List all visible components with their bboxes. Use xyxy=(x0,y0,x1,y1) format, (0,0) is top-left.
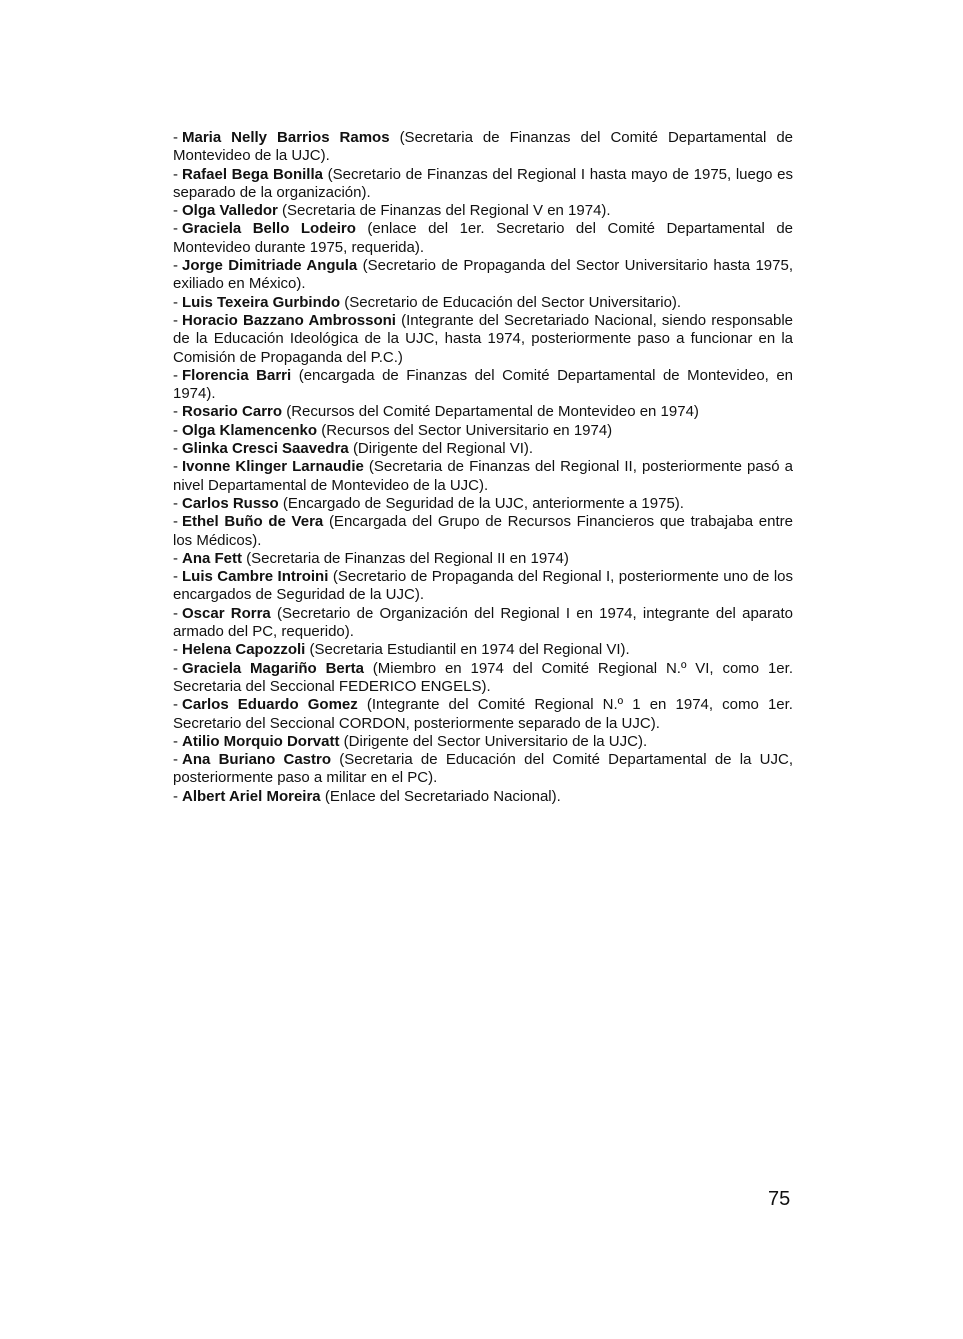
person-name: Ethel Buño de Vera xyxy=(182,513,324,531)
list-item xyxy=(173,605,793,642)
person-description: (encargada de Finanzas del Comité Departamental de Montevideo, en 1974). xyxy=(173,366,794,403)
list-bullet: - xyxy=(173,458,178,476)
list-bullet: - xyxy=(173,549,178,567)
person-name: Carlos Eduardo Gomez xyxy=(182,696,358,714)
person-name: Luis Cambre Introini xyxy=(182,568,329,586)
list-item xyxy=(173,550,793,568)
person-name: Olga Klamencenko xyxy=(182,421,318,439)
person-name: Atilio Morquio Dorvatt xyxy=(182,732,340,750)
person-description: (Secretaria de Finanzas del Comité Departamental de Montevideo de la UJC). xyxy=(173,129,794,165)
person-name: Oscar Rorra xyxy=(182,604,271,622)
person-description: (Secretaria Estudiantil en 1974 del Regional VI). xyxy=(309,641,630,659)
list-bullet: - xyxy=(173,513,178,531)
person-name: Graciela Magariño Berta xyxy=(182,659,364,677)
list-bullet: - xyxy=(173,403,178,421)
list-bullet: - xyxy=(173,494,178,512)
person-name: Olga Valledor xyxy=(182,202,278,220)
name-list xyxy=(173,129,793,806)
list-bullet: - xyxy=(173,165,178,183)
person-description: (Dirigente del Regional VI). xyxy=(352,440,534,458)
list-item xyxy=(173,129,793,166)
person-description: (Secretario de Educación del Sector Universitario). xyxy=(344,293,682,311)
person-description: (Secretaria de Finanzas del Regional II en 1974) xyxy=(246,549,569,567)
person-description: (Secretaria de Finanzas del Regional V en 1974). xyxy=(282,202,611,220)
list-item xyxy=(173,513,793,550)
list-bullet: - xyxy=(173,696,178,714)
person-description: (Secretario de Organización del Regional I en 1974, integrante del aparato armado del PC, requerido). xyxy=(173,604,793,641)
person-name: Rosario Carro xyxy=(182,403,283,421)
person-name: Rafael Bega Bonilla xyxy=(182,165,323,183)
person-name: Ana Buriano Castro xyxy=(182,751,332,769)
person-name: Jorge Dimitriade Angula xyxy=(182,257,358,275)
list-item xyxy=(173,367,793,404)
person-description: (Encargada del Grupo de Recursos Financieros que trabajaba entre los Médicos). xyxy=(173,513,793,549)
list-bullet: - xyxy=(173,604,178,622)
list-bullet: - xyxy=(173,787,178,805)
person-name: Glinka Cresci Saavedra xyxy=(182,440,349,458)
person-name: Albert Ariel Moreira xyxy=(182,787,321,805)
list-item xyxy=(173,660,793,697)
list-bullet: - xyxy=(173,641,178,659)
list-item xyxy=(173,495,793,513)
person-name: Helena Capozzoli xyxy=(182,641,306,659)
person-description: (Secretario de Finanzas del Regional I hasta mayo de 1975, luego es separado de la organización). xyxy=(173,165,793,201)
list-bullet: - xyxy=(173,568,178,586)
person-description: (Secretaria de Finanzas del Regional II, posteriormente pasó a nivel Departamental de Montevideo de la UJC). xyxy=(173,458,793,494)
person-name: Maria Nelly Barrios Ramos xyxy=(182,129,390,146)
list-bullet: - xyxy=(173,659,178,677)
list-bullet: - xyxy=(173,257,178,275)
list-item xyxy=(173,202,793,220)
list-item xyxy=(173,220,793,257)
person-name: Florencia Barri xyxy=(182,366,292,384)
person-name: Ivonne Klinger Larnaudie xyxy=(182,458,364,476)
list-bullet: - xyxy=(173,732,178,750)
person-description: (Integrante del Secretariado Nacional, siendo responsable de la Educación Ideológica de la UJC, hasta 1974, posteriormente paso a funcionar en la Comisión de Propaganda del P.C.) xyxy=(173,311,794,366)
list-bullet: - xyxy=(173,220,178,238)
person-description: (Miembro en 1974 del Comité Regional N.º VI, como 1er. Secretaria del Seccional FEDERICO ENGELS). xyxy=(173,659,793,695)
person-name: Horacio Bazzano Ambrossoni xyxy=(182,311,396,329)
person-name: Graciela Bello Lodeiro xyxy=(182,220,356,238)
list-item xyxy=(173,458,793,495)
person-name: Ana Fett xyxy=(182,549,242,567)
person-description: (Secretario de Propaganda del Regional I, posteriormente uno de los encargados de Seguridad de la UJC). xyxy=(173,568,793,604)
list-item xyxy=(173,788,793,806)
list-bullet: - xyxy=(173,202,178,220)
list-item xyxy=(173,403,793,421)
person-description: (enlace del 1er. Secretario del Comité Departamental de Montevideo durante 1975, requerida). xyxy=(173,220,794,256)
list-bullet: - xyxy=(173,440,178,458)
list-item xyxy=(173,641,793,659)
person-description: (Dirigente del Sector Universitario de la UJC). xyxy=(343,732,648,750)
person-description: (Secretario de Propaganda del Sector Universitario hasta 1975, exiliado en México). xyxy=(173,257,794,293)
list-item xyxy=(173,733,793,751)
person-name: Luis Texeira Gurbindo xyxy=(182,293,341,311)
list-item xyxy=(173,166,793,203)
person-name: Carlos Russo xyxy=(182,494,279,512)
person-description: (Enlace del Secretariado Nacional). xyxy=(324,787,561,805)
person-description: (Secretaria de Educación del Comité Departamental de la UJC, posteriormente paso a militar en el PC). xyxy=(173,751,794,787)
list-bullet: - xyxy=(173,311,178,329)
list-bullet: - xyxy=(173,293,178,311)
list-item xyxy=(173,312,793,367)
person-description: (Integrante del Comité Regional N.º 1 en 1974, como 1er. Secretario del Seccional CORDON, posteriormente separado de la UJC). xyxy=(173,696,793,732)
person-description: (Recursos del Comité Departamental de Montevideo en 1974) xyxy=(286,403,699,421)
page-number: 75 xyxy=(768,1188,791,1210)
list-item xyxy=(173,696,793,733)
person-description: (Recursos del Sector Universitario en 1974) xyxy=(321,421,613,439)
list-item xyxy=(173,257,793,294)
list-item xyxy=(173,422,793,440)
list-bullet: - xyxy=(173,421,178,439)
list-item xyxy=(173,568,793,605)
list-item xyxy=(173,440,793,458)
list-bullet: - xyxy=(173,366,178,384)
list-bullet: - xyxy=(173,751,178,769)
list-bullet: - xyxy=(173,129,178,146)
list-item xyxy=(173,751,793,788)
list-item xyxy=(173,294,793,312)
person-description: (Encargado de Seguridad de la UJC, anteriormente a 1975). xyxy=(282,494,684,512)
